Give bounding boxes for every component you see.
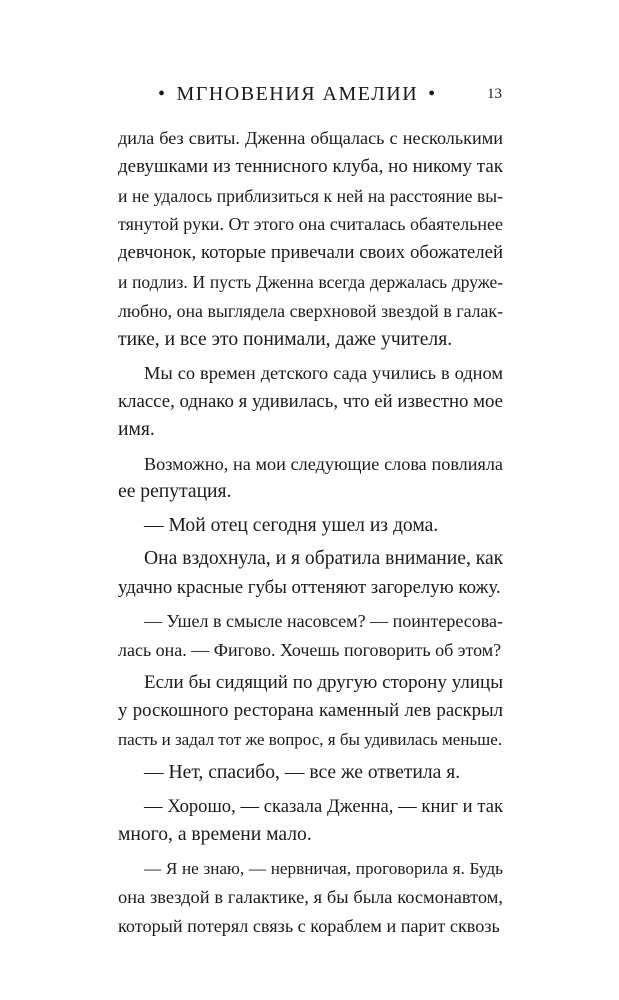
book-title: МГНОВЕНИЯ АМЕЛИИ xyxy=(176,83,419,105)
text-line: — Я не знаю, — нервничая, проговорила я. Будь xyxy=(144,858,503,878)
paragraph xyxy=(118,855,503,941)
paragraph xyxy=(118,607,503,665)
text-line: классе, однако я удивилась, что ей известно мое xyxy=(118,390,503,412)
text-line: удачно красные губы оттеняют загорелую кожу. xyxy=(118,576,501,598)
text-line: у роскошного ресторана каменный лев раскрыл xyxy=(118,700,503,722)
text-line: имя. xyxy=(118,419,155,441)
text-line: и подлиз. И пусть Дженна всегда держалась друже- xyxy=(118,271,503,292)
text-line: тянутой руки. От этого она считалась обаятельнее xyxy=(118,214,504,235)
paragraph xyxy=(118,793,503,851)
paragraph xyxy=(118,669,503,755)
paragraph xyxy=(118,450,503,508)
text-line: который потерял связь с кораблем и парит сквозь xyxy=(118,916,500,937)
paragraph xyxy=(118,545,503,603)
text-line: Если бы сидящий по другую сторону улицы xyxy=(144,671,503,693)
text-line: Она вздохнула, и я обратила внимание, как xyxy=(144,547,504,569)
text-line: пасть и задал тот же вопрос, я бы удивилась меньше. xyxy=(118,730,503,750)
text-line: лась она. — Фигово. Хочешь поговорить об этом? xyxy=(118,639,502,660)
paragraph xyxy=(118,124,503,354)
text-line: — Нет, спасибо, — все же ответила я. xyxy=(144,762,461,784)
bullet-left: • xyxy=(158,83,167,105)
text-line: Мы со времен детского сада учились в одном xyxy=(144,362,503,383)
page-number: 13 xyxy=(487,86,502,102)
bullet-right: • xyxy=(428,83,437,105)
text-line: дила без свиты. Дженна общалась с несколькими xyxy=(118,128,503,148)
running-header xyxy=(0,80,619,108)
text-line: она звездой в галактике, я бы была космонавтом, xyxy=(118,887,503,908)
text-line: — Хорошо, — сказала Дженна, — книг и так xyxy=(144,795,503,817)
text-line: девчонок, которые привечали своих обожателей xyxy=(118,242,503,264)
running-title xyxy=(148,80,447,108)
body-text xyxy=(118,124,503,945)
paragraph xyxy=(118,759,503,788)
text-line: — Ушел в смысле насовсем? — поинтересова- xyxy=(144,610,503,631)
text-line: Возможно, на мои следующие слова повлияла xyxy=(144,453,503,474)
paragraph xyxy=(118,512,503,541)
text-line: тике, и все это понимали, даже учителя. xyxy=(118,328,453,350)
text-line: — Мой отец сегодня ушел из дома. xyxy=(144,514,439,536)
text-line: много, а времени мало. xyxy=(118,824,312,846)
text-line: девушками из теннисного клуба, но никому так xyxy=(118,155,503,177)
text-line: и не удалось приблизиться к ней на расстояние вы- xyxy=(118,185,503,206)
text-line: ее репутация. xyxy=(118,481,232,503)
paragraph xyxy=(118,359,503,445)
text-line: любно, она выглядела сверхновой звездой в галак- xyxy=(118,300,503,321)
